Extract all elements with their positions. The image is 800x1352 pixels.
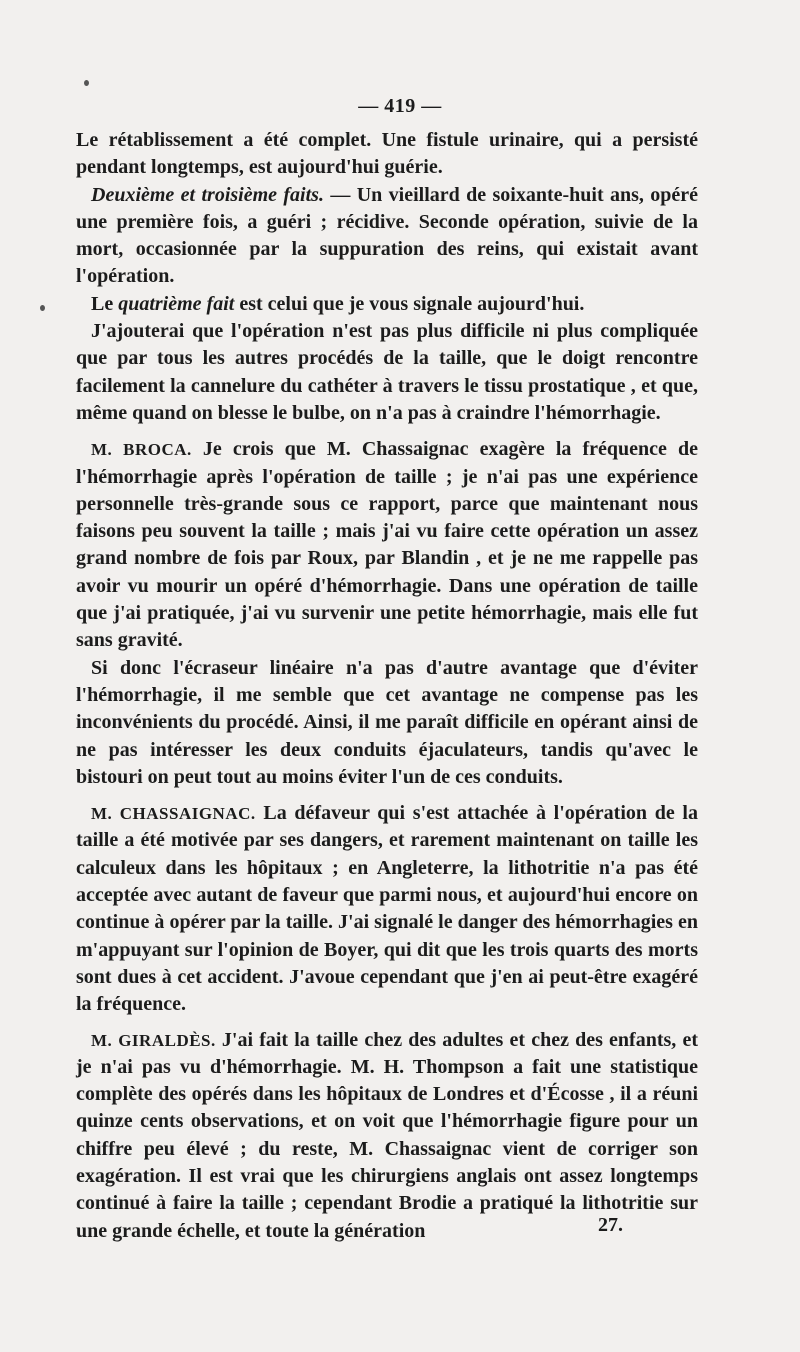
paragraph-1 [76,127,698,182]
paragraph-text: J'ai fait la taille chez des adultes et chez des enfants, et je n'ai pas vu d'hémorrhagie. M. H. Thompson a fait une statistique complète des opérés dans les hôpitaux de Londres et d'Écosse , il a réuni quinze cents observations, et on voit que l'hémorrhagie figure pour un chiffre peu élevé ; du reste, M. Chassaignac vient de corriger son exagération. Il est vrai que les chirurgiens anglais ont assez longtemps continué à faire la taille ; cependant Brodie a pratiqué la lithotritie sur une grande échelle, et toute la génération [76,1028,698,1242]
ink-speck [84,80,89,86]
paragraph-3 [76,291,698,318]
paragraph-text: — Un vieillard de soixante-huit ans, opéré une première fois, a guéri ; récidive. Seconde opération, suivie de la mort, occasionnée par la suppuration des reins, qui existait avant l'opération. [76,183,699,288]
paragraph-2 [76,182,698,291]
italic-phrase: quatrième fait [118,292,235,315]
body-text [76,127,698,1245]
paragraph-text: Je crois que M. Chassaignac exagère la fréquence de l'hémorrhagie après l'opération de taille ; je n'ai pas une expérience personnelle très-grande sous ce rapport, parce que maintenant nous faisons peu souvent la taille ; mais j'ai vu faire cette opération un assez grand nombre de fois par Roux, par Blandin , et je ne me rappelle pas avoir vu mourir un opéré d'hémorrhagie. Dans une opération de taille que j'ai pratiquée, j'ai vu survenir une petite hémorrhagie, mais elle fut sans gravité. [76,438,698,652]
paragraph-text: Le [91,292,119,315]
paragraph-4 [76,318,698,427]
italic-lead: Deuxième et troisième faits. [91,183,324,206]
page-number: — 419 — [358,95,442,117]
paragraph-text: Le rétablissement a été complet. Une fistule urinaire, qui a persisté pendant longtemps, est aujourd'hui guérie. [76,129,698,179]
speaker-name: M. GIRALDÈS. [91,1030,216,1050]
paragraph-text: est celui que je vous signale aujourd'hui. [234,292,585,315]
paragraph-broca [76,436,698,654]
speaker-name: M. CHASSAIGNAC. [91,804,256,824]
paragraph-giraldes [76,1027,698,1245]
paragraph-text: Si donc l'écraseur linéaire n'a pas d'autre avantage que d'éviter l'hémorrhagie, il me semble que cet avantage ne compense pas les inconvénients du procédé. Ainsi, il me paraît difficile en opérant ainsi de ne pas intéresser les deux conduits éjaculateurs, tandis qu'avec le bistouri on peut tout au moins éviter l'un de ces conduits. [76,656,698,788]
speaker-name: M. BROCA. [91,440,192,460]
paragraph-chassaignac [76,800,698,1018]
paragraph-text: La défaveur qui s'est attachée à l'opération de la taille a été motivée par ses dangers, et rarement maintenant on taille les calculeux dans les hôpitaux ; en Angleterre, la lithotritie n'a pas été acceptée avec autant de faveur que parmi nous, et aujourd'hui encore on continue à opérer par la taille. J'ai signalé le danger des hémorrhagies en m'appuyant sur l'opinion de Boyer, qui dit que les trois quarts des morts sont dues à cet accident. J'avoue cependant que j'en ai peut-être exagéré la fréquence. [76,802,698,1016]
signature-mark: 27. [598,1214,623,1236]
ink-speck [40,305,45,311]
paragraph-text: J'ajouterai que l'opération n'est pas plus difficile ni plus compliquée que par tous les autres procédés de la taille, que le doigt rencontre facilement la cannelure du cathéter à travers le tissu prostatique , et que, même quand on blesse le bulbe, on n'a pas à craindre l'hémorrhagie. [76,320,698,424]
paragraph-6 [76,655,698,791]
